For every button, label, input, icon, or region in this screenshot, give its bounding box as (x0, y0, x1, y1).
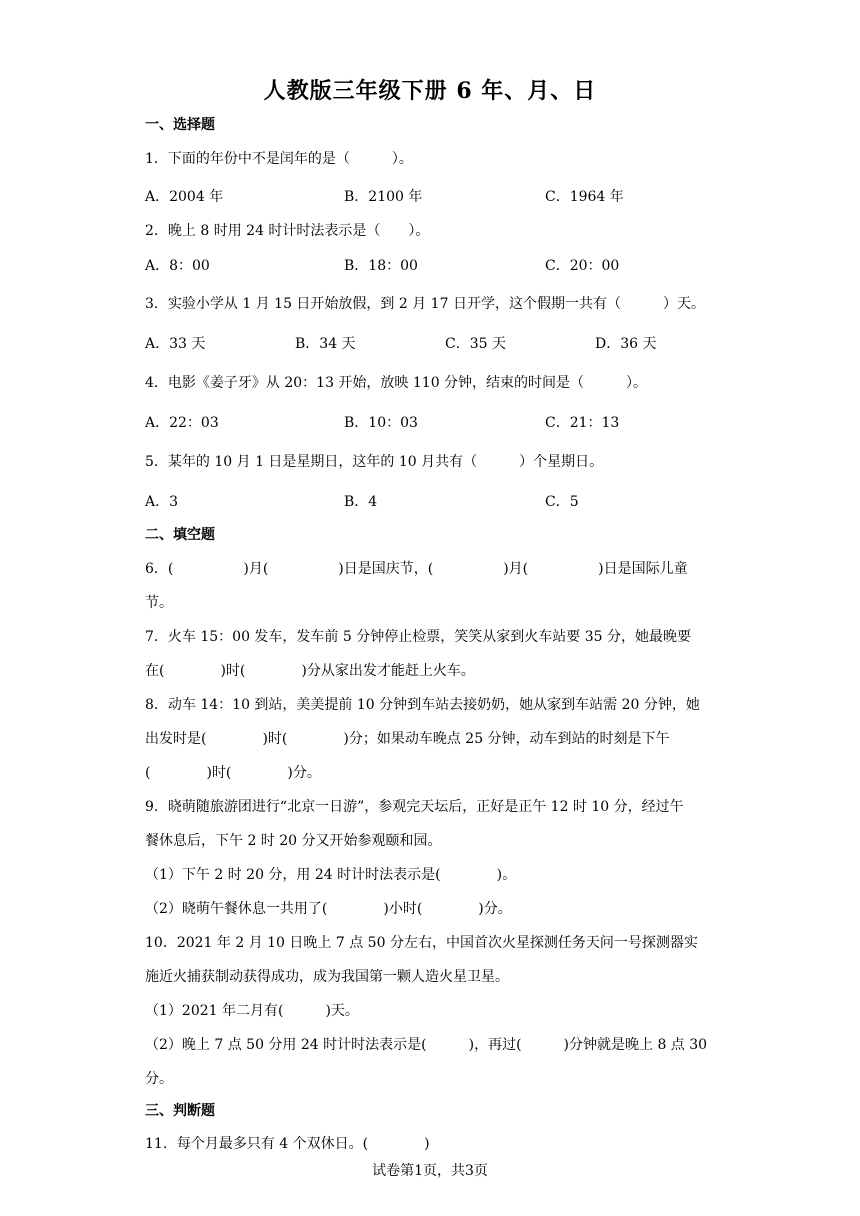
q1-stem: 1．下面的年份中不是闰年的是（ ）。 (145, 151, 413, 167)
q2-stem: 2．晚上 8 时用 24 时计时法表示是（ ）。 (145, 223, 430, 239)
q4-option-b: B．10：03 (344, 415, 418, 431)
q3-option-c: C．35 天 (445, 336, 506, 352)
q5-stem: 5．某年的 10 月 1 日是星期日，这年的 10 月共有（ ）个星期日。 (145, 454, 604, 470)
q2-option-c: C．20：00 (545, 258, 620, 274)
q10-line-1: 10．2021 年 2 月 10 日晚上 7 点 50 分左右，中国首次火星探测任务天问一号探测器实 (145, 935, 698, 951)
q1-option-b: B．2100 年 (344, 189, 423, 205)
q5-option-a: A．3 (145, 494, 179, 510)
q1-option-c: C．1964 年 (545, 189, 624, 205)
q7-line-1: 7．火车 15：00 发车，发车前 5 分钟停止检票，笑笑从家到火车站要 35 分，她最晚要 (145, 629, 691, 645)
q9-sub-1: （1）下午 2 时 20 分，用 24 时计时法表示是( )。 (145, 867, 517, 883)
q6-line-1: 6．( )月( )日是国庆节，( )月( )日是国际儿童 (145, 561, 688, 577)
q4-option-c: C．21：13 (545, 415, 620, 431)
q2-option-b: B．18：00 (344, 258, 418, 274)
q9-sub-2: （2）晓萌午餐休息一共用了( )小时( )分。 (145, 901, 512, 917)
q8-line-3: ( )时( )分。 (145, 765, 321, 781)
page-footer: 试卷第1页，共3页 (372, 1163, 488, 1179)
q6-line-2: 节。 (145, 595, 173, 611)
q1-option-a: A．2004 年 (145, 189, 224, 205)
section-fill-blank: 二、填空题 (145, 527, 215, 543)
q10-line-2: 施近火捕获制动获得成功，成为我国第一颗人造火星卫星。 (145, 969, 509, 985)
q8-line-1: 8．动车 14：10 到站，美美提前 10 分钟到车站去接奶奶，她从家到车站需 20 分钟，她 (145, 697, 700, 713)
q3-stem: 3．实验小学从 1 月 15 日开始放假，到 2 月 17 日开学，这个假期一共有（ ）天。 (145, 296, 705, 312)
q5-option-b: B．4 (344, 494, 378, 510)
q3-option-d: D．36 天 (595, 336, 657, 352)
q10-sub-2: （2）晚上 7 点 50 分用 24 时计时法表示是( )，再过( )分钟就是晚上 8 点 30 (145, 1037, 708, 1053)
q5-option-c: C．5 (545, 494, 579, 510)
q8-line-2: 出发时是( )时( )分；如果动车晚点 25 分钟，动车到站的时刻是下午 (145, 731, 670, 747)
q3-option-a: A．33 天 (145, 336, 206, 352)
q3-option-b: B．34 天 (295, 336, 356, 352)
q11-stem: 11．每个月最多只有 4 个双休日。( ) (145, 1136, 430, 1152)
page-title: 人教版三年级下册 6 年、月、日 (263, 78, 597, 104)
q7-line-2: 在( )时( )分从家出发才能赶上火车。 (145, 663, 475, 679)
q4-stem: 4．电影《姜子牙》从 20：13 开始，放映 110 分钟，结束的时间是（ ）。 (145, 375, 648, 391)
section-true-false: 三、判断题 (145, 1103, 215, 1119)
q9-line-2: 餐休息后，下午 2 时 20 分又开始参观颐和园。 (145, 833, 442, 849)
q10-sub-2-cont: 分。 (145, 1071, 173, 1087)
q4-option-a: A．22：03 (145, 415, 219, 431)
section-choice: 一、选择题 (145, 117, 215, 133)
q9-line-1: 9．晓萌随旅游团进行“北京一日游”，参观完天坛后，正好是正午 12 时 10 分，经过午 (145, 799, 684, 815)
q2-option-a: A．8：00 (145, 258, 210, 274)
q10-sub-1: （1）2021 年二月有( )天。 (145, 1003, 359, 1019)
